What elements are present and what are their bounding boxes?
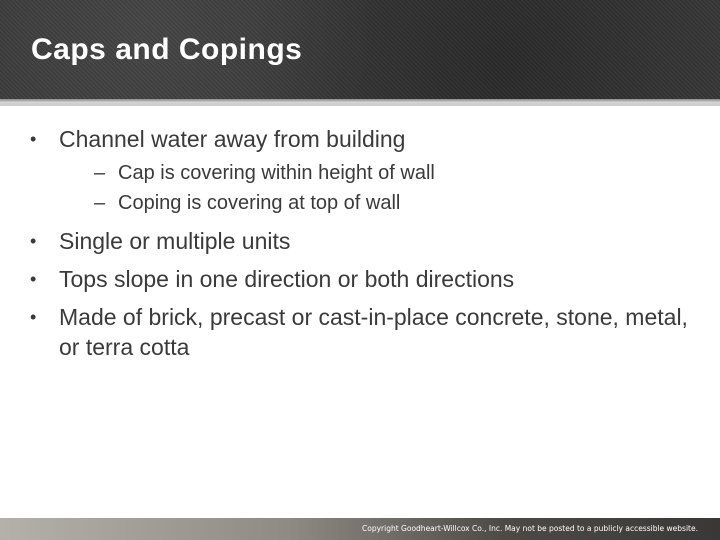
bullet-marker: • xyxy=(30,307,37,327)
copyright-notice: Copyright Goodheart-Willcox Co., Inc. May not be posted to a publicly accessible website. xyxy=(362,524,698,533)
sub-bullet-text: Coping is covering at top of wall xyxy=(118,192,401,214)
bullet-marker: • xyxy=(30,231,37,251)
bullet-item xyxy=(30,124,700,218)
sub-bullet-text: Cap is covering within height of wall xyxy=(118,162,435,184)
bullet-item xyxy=(30,226,700,256)
bullet-marker: • xyxy=(30,269,37,289)
bullet-marker: • xyxy=(30,129,37,149)
sub-bullet-item xyxy=(94,188,700,218)
footer-bar xyxy=(0,518,720,540)
bullet-list xyxy=(30,124,700,370)
title-bar xyxy=(0,0,720,106)
bullet-item xyxy=(30,302,700,362)
bullet-text: Made of brick, precast or cast-in-place concrete, stone, metal, or terra cotta xyxy=(59,304,688,360)
bullet-text: Single or multiple units xyxy=(59,228,291,254)
sub-bullet-list xyxy=(59,158,700,218)
sub-bullet-marker: – xyxy=(94,162,106,184)
bullet-item xyxy=(30,264,700,294)
bullet-text: Tops slope in one direction or both directions xyxy=(59,266,515,292)
sub-bullet-item xyxy=(94,158,700,188)
sub-bullet-marker: – xyxy=(94,192,106,214)
bullet-text: Channel water away from building xyxy=(59,126,406,152)
slide-title: Caps and Copings xyxy=(31,33,303,66)
